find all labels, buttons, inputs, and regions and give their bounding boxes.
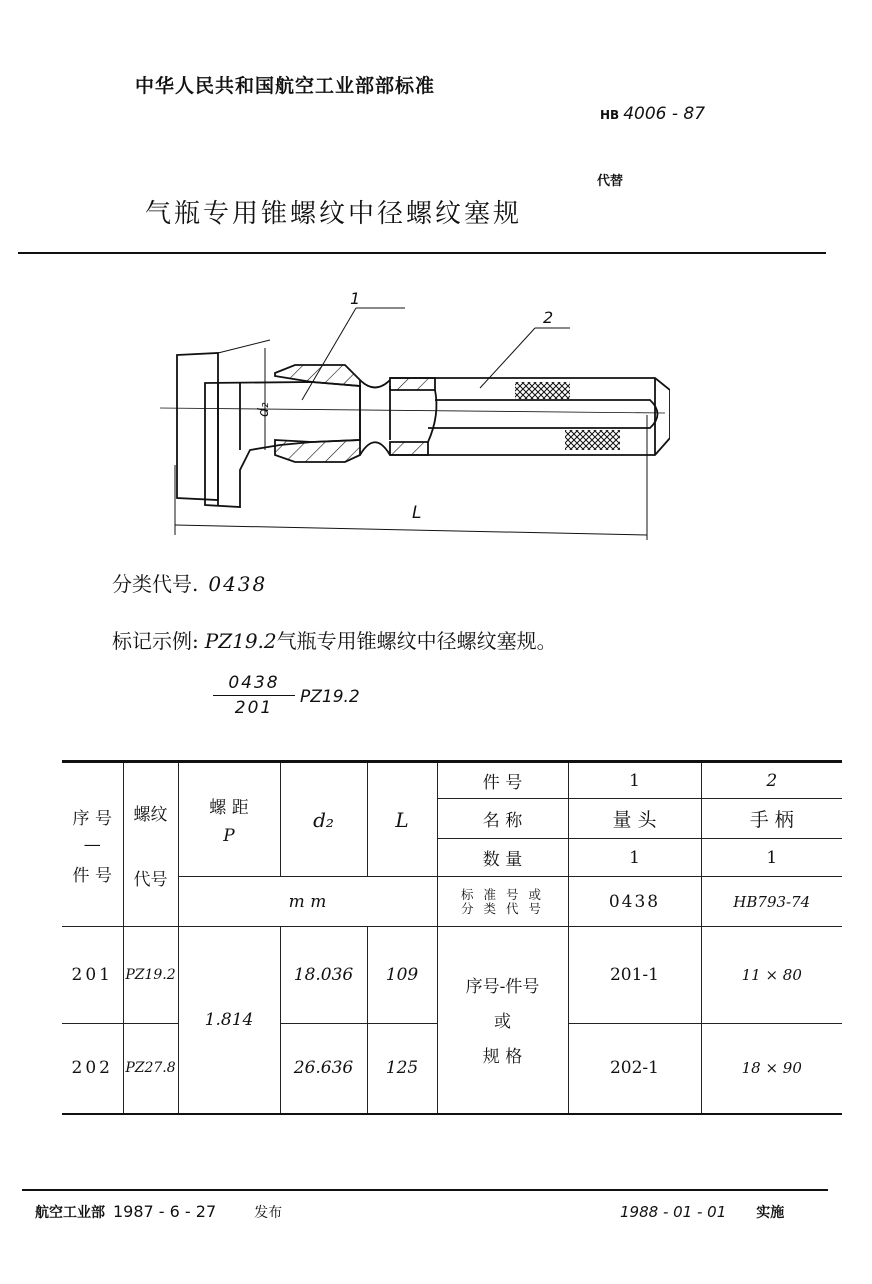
header-name: 名 称	[437, 799, 568, 839]
header-divider	[18, 252, 826, 254]
part-2-no: 2	[701, 762, 842, 799]
fraction-numerator: 0438	[213, 673, 295, 696]
part-1-name: 量 头	[568, 799, 701, 839]
effective-label: 实施	[756, 1205, 785, 1221]
document-title: 气瓶专用锥螺纹中径螺纹塞规	[145, 199, 523, 229]
row-2-d2: 26.636	[280, 1024, 367, 1114]
issuing-organization: 中华人民共和国航空工业部部标准	[135, 75, 436, 97]
row-2-thread: PZ27.8	[123, 1024, 178, 1114]
effective-date: 1988 - 01 - 01	[620, 1203, 727, 1221]
part-label-1: 1	[350, 290, 361, 308]
part-2-name: 手 柄	[701, 799, 842, 839]
header-length: L	[367, 762, 437, 877]
row-1-d2: 18.036	[280, 927, 367, 1024]
fraction-denominator: 201	[234, 698, 274, 718]
row-1-part-2: 11 × 80	[701, 927, 842, 1024]
footer-effective	[620, 1202, 784, 1222]
marking-description: 气瓶专用锥螺纹中径螺纹塞规。	[276, 629, 557, 653]
row-2-serial: 202	[62, 1024, 123, 1114]
technical-drawing	[160, 290, 670, 540]
row-1-length: 109	[367, 927, 437, 1024]
part-1-quantity: 1	[568, 839, 701, 877]
classification-label: 分类代号.	[112, 572, 199, 596]
spec-label: 序号-件号 或 规 格	[437, 927, 568, 1114]
specification-table	[62, 760, 842, 1115]
header-d2: d₂	[280, 762, 367, 877]
classification-value: 0438	[208, 572, 268, 596]
footer-issue	[35, 1202, 282, 1222]
issue-date: 1987 - 6 - 27	[113, 1202, 217, 1221]
fraction-suffix: PZ19.2	[300, 687, 360, 707]
standard-number	[600, 104, 705, 124]
marking-code: PZ19.2	[204, 629, 277, 653]
part-1-no: 1	[568, 762, 701, 799]
part-2-standard: HB793-74	[701, 877, 842, 927]
row-1-part-1: 201-1	[568, 927, 701, 1024]
row-2-length: 125	[367, 1024, 437, 1114]
replaces-label: 代替	[597, 174, 624, 189]
row-1-thread: PZ19.2	[123, 927, 178, 1024]
d2-label: d₂	[256, 402, 272, 417]
header-standard: 标 准 号 或 分 类 代 号	[437, 877, 568, 927]
issue-label: 发布	[254, 1205, 283, 1221]
row-2-part-1: 202-1	[568, 1024, 701, 1114]
standard-prefix: HB	[600, 108, 620, 122]
table-row	[62, 927, 842, 1024]
part-1-standard: 0438	[568, 877, 701, 927]
footer-divider	[22, 1189, 828, 1191]
marking-fraction	[213, 673, 295, 718]
classification-line	[112, 568, 267, 597]
header-thread-code: 螺纹 代号	[123, 762, 178, 927]
issuer: 航空工业部	[35, 1205, 105, 1221]
marking-label: 标记示例:	[112, 629, 199, 653]
row-2-part-2: 18 × 90	[701, 1024, 842, 1114]
plug-gauge-drawing	[160, 290, 670, 540]
header-part-no: 件 号	[437, 762, 568, 799]
header-unit: m m	[178, 877, 437, 927]
pitch-value: 1.814	[178, 927, 280, 1114]
part-label-2: 2	[543, 308, 554, 327]
length-label: L	[412, 503, 422, 523]
header-serial-part: 序 号 — 件 号	[62, 762, 123, 927]
row-1-serial: 201	[62, 927, 123, 1024]
header-quantity: 数 量	[437, 839, 568, 877]
header-pitch: 螺 距 P	[178, 762, 280, 877]
marking-example-line	[112, 625, 557, 654]
standard-number-value: 4006 - 87	[623, 104, 706, 124]
part-2-quantity: 1	[701, 839, 842, 877]
